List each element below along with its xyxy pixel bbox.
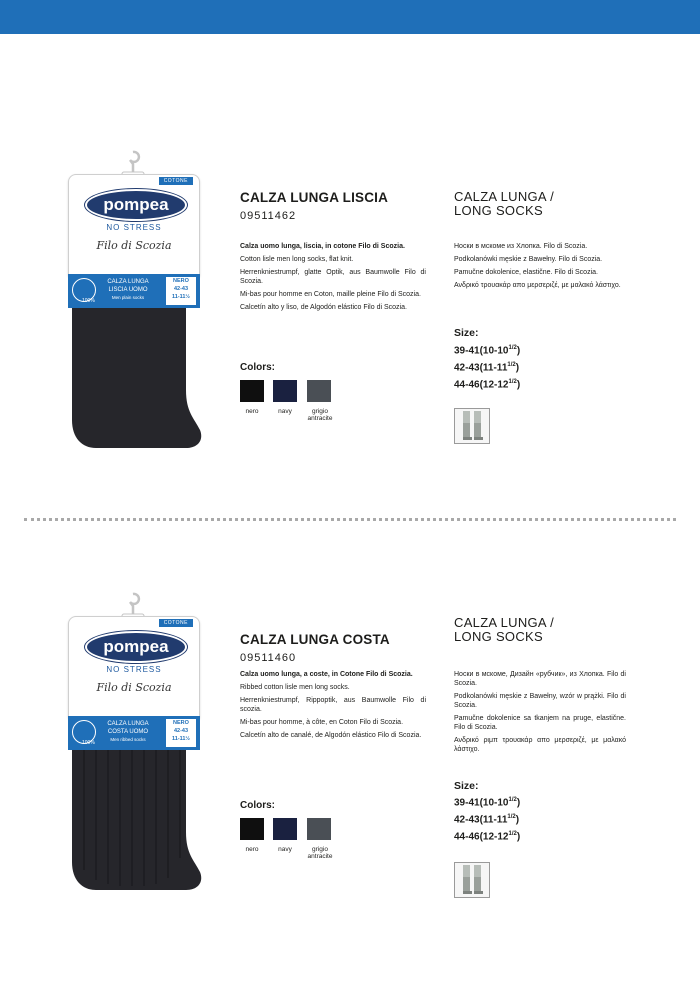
colors-label: Colors:: [240, 800, 275, 811]
swatch-grigio-antracite: [307, 380, 331, 402]
desc-ru: Носки в мскоме из Хлопка. Filo di Scozia.: [454, 243, 588, 250]
band-size-box: [166, 277, 196, 305]
product-code: 09511460: [240, 652, 297, 664]
category-title: [454, 190, 554, 218]
size-row: $42-43(11-11^{1/2})$: [454, 362, 520, 374]
band-size-us: 11-11½: [171, 736, 191, 742]
swatch-nero: [240, 818, 264, 840]
desc-hr: Pamučne dokolenice sa tkanjem na pruge, elastične. Filo di Scozia.: [454, 715, 626, 731]
package-band: [68, 274, 200, 308]
desc-en: Ribbed cotton lisle men long socks.: [240, 684, 350, 691]
band-line3: Men ribbed socks: [110, 737, 146, 742]
product-description-intl: [454, 670, 626, 758]
swatch-navy: [273, 380, 297, 402]
band-color: NERO: [173, 278, 189, 284]
desc-fr: Mi-bas pour homme en Coton, maille pleine Filo di Scozia.: [240, 291, 421, 298]
swatch-navy: [273, 818, 297, 840]
band-size: 42-43: [173, 728, 189, 734]
product-description-intl: [454, 242, 626, 294]
package-script: Filo di Scozia: [96, 681, 172, 694]
swatch-label-navy: navy: [278, 408, 292, 415]
size-label: Size:: [454, 780, 479, 792]
desc-ru: Носки в мскоме, Дизайн «рубчик», из Хлопка. Filo di Scozia.: [454, 671, 626, 687]
desc-de: Herrenkniestrumpf, Rippoptik, aus Baumwolle Filo di scozia.: [240, 697, 426, 713]
band-percent: 100%: [82, 740, 95, 746]
band-line1: CALZA LUNGA: [107, 279, 149, 285]
product-costa: [0, 590, 700, 920]
category-title-line1: CALZA LUNGA /: [454, 189, 554, 204]
size-label: Size:: [454, 327, 479, 339]
desc-hr: Pamučne dokolenice, elastične. Filo di Scozia.: [454, 269, 598, 276]
product-package: [64, 148, 202, 448]
product-liscia: [0, 148, 700, 478]
band-size-box: [166, 719, 196, 747]
package-card: [68, 174, 200, 276]
desc-es: Calcetín alto de canalé, de Algodón elástico Filo di Scozia.: [240, 732, 422, 739]
desc-de: Herrenkniestrumpf, glatte Optik, aus Baumwolle Filo di Scozia.: [240, 269, 426, 285]
product-title: CALZA LUNGA LISCIA: [240, 190, 389, 205]
desc-fr: Mi-bas pour homme, à côte, en Coton Filo di Scozia.: [240, 719, 404, 726]
swatch-nero: [240, 380, 264, 402]
category-title-line2: LONG SOCKS: [454, 629, 543, 644]
package-card: [68, 616, 200, 718]
knee-sock-icon: [454, 862, 490, 898]
sock-image: [68, 750, 208, 890]
band-line1: CALZA LUNGA: [107, 721, 149, 727]
package-tag: COTONE: [159, 619, 193, 627]
brand-tagline: NO STRESS: [106, 223, 162, 232]
swatch-label-grigio: grigio antracite: [307, 846, 333, 860]
band-size: 42-43: [173, 286, 189, 292]
package-tag: COTONE: [159, 177, 193, 185]
size-row: $44-46(12-12^{1/2})$: [454, 831, 521, 843]
desc-pl: Podkolanówki męskie z Bawełny. Filo di Scozia.: [454, 256, 603, 263]
product-code: 09511462: [240, 210, 297, 222]
swatch-label-grigio: grigio antracite: [307, 408, 333, 422]
band-line2: COSTA UOMO: [107, 729, 149, 735]
band-line3: Men plain socks: [111, 295, 145, 300]
desc-es: Calcetín alto y liso, de Algodón elástico Filo di Scozia.: [240, 304, 407, 311]
product-description: [240, 242, 426, 316]
desc-it: Calza uomo lunga, liscia, in cotone Filo di Scozia.: [240, 243, 405, 250]
desc-en: Cotton lisle men long socks, flat knit.: [240, 256, 354, 263]
size-row: $39-41(10-10^{1/2})$: [454, 797, 521, 809]
band-color: NERO: [173, 720, 189, 726]
package-script: Filo di Scozia: [96, 239, 172, 252]
desc-gr: Ανδρικό ριμπ τρουακάρ απο μερσεριζέ, με μαλακό λάστιχο.: [454, 737, 626, 753]
package-band: [68, 716, 200, 750]
band-line2: LISCIA UOMO: [108, 287, 148, 293]
swatch-label-nero: nero: [245, 846, 259, 853]
product-description: [240, 670, 426, 744]
band-text: [100, 278, 156, 302]
desc-pl: Podkolanówki męskie z Bawełny, wzór w prążki. Filo di Scozia.: [454, 693, 626, 709]
size-row: $39-41(10-10^{1/2})$: [454, 345, 521, 357]
desc-it: Calza uomo lunga, a coste, in Cotone Filo di Scozia.: [240, 671, 413, 678]
swatch-label-nero: nero: [245, 408, 259, 415]
top-banner: [0, 0, 700, 34]
brand-logo: pompea: [85, 189, 187, 221]
product-title: CALZA LUNGA COSTA: [240, 632, 390, 647]
sock-image: [68, 308, 208, 448]
colors-label: Colors:: [240, 362, 275, 373]
band-text: [100, 720, 156, 744]
swatch-label-navy: navy: [278, 846, 292, 853]
swatch-grigio-antracite: [307, 818, 331, 840]
category-title-line2: LONG SOCKS: [454, 203, 543, 218]
knee-sock-icon: [454, 408, 490, 444]
brand-logo: pompea: [85, 631, 187, 663]
size-row: $42-43(11-11^{1/2})$: [454, 814, 520, 826]
band-size-us: 11-11½: [171, 294, 191, 300]
category-title-line1: CALZA LUNGA /: [454, 615, 554, 630]
desc-gr: Ανδρικό τρουακάρ απο μερσεριζέ, με μαλακό λάστιχο.: [454, 282, 621, 289]
size-row: $44-46(12-12^{1/2})$: [454, 379, 521, 391]
product-package: [64, 590, 202, 890]
band-percent: 100%: [82, 298, 95, 304]
category-title: [454, 616, 554, 644]
brand-tagline: NO STRESS: [106, 665, 162, 674]
section-divider: [24, 518, 676, 521]
